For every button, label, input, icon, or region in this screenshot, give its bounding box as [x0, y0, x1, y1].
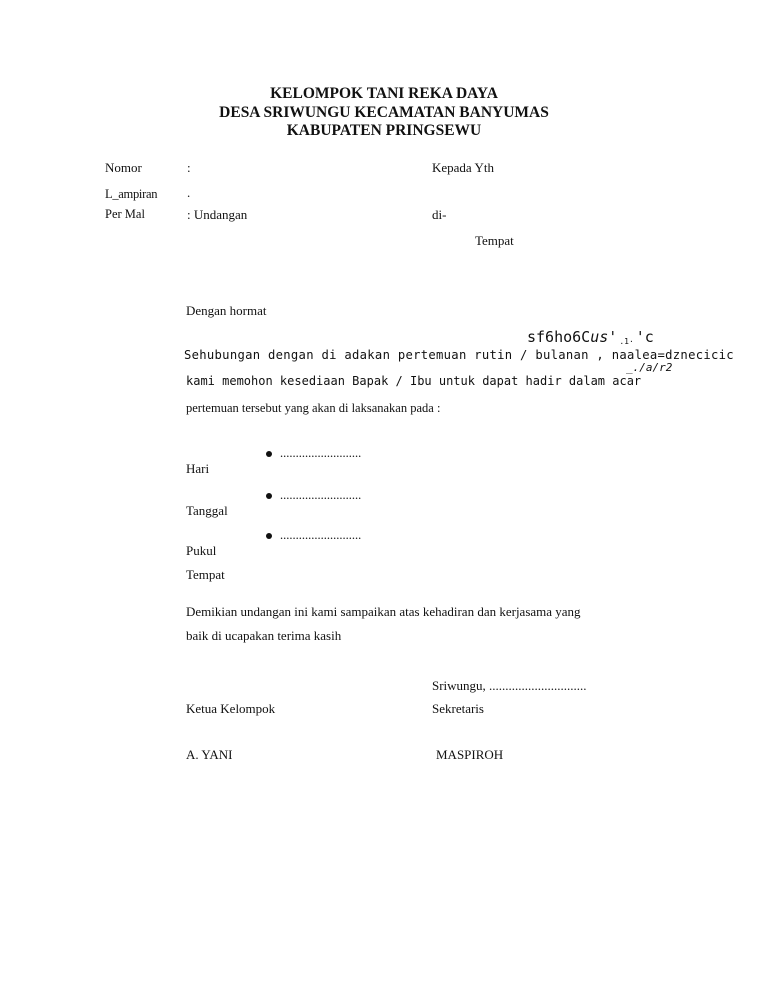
tempat-label: Tempat: [186, 567, 225, 582]
pukul-label: Pukul: [186, 543, 217, 558]
scribble-top-small: .1·: [619, 337, 634, 346]
place-date: Sriwungu, ..............................: [432, 678, 587, 693]
recipient-line-2: di-: [432, 207, 447, 222]
lampiran-value: .: [187, 185, 191, 200]
closing-line-2: baik di ucapakan terima kasih: [186, 628, 342, 643]
nomor-label: Nomor: [105, 160, 142, 175]
bullet-icon: [266, 533, 272, 539]
paragraph-1-line-2: kami memohon kesediaan Bapak / Ibu untuk dapat hadir dalam acar: [186, 374, 642, 388]
paragraph-1-line-1: Sehubungan dengan di adakan pertemuan rutin / bulanan , naalea=dznecicic: [184, 348, 734, 362]
handwritten-scribble-bottom: _./a/r2: [626, 361, 673, 374]
hari-label: Hari: [186, 461, 210, 476]
handwritten-scribble-top: [527, 328, 654, 346]
letterhead-line-1: KELOMPOK TANI REKA DAYA: [270, 85, 498, 102]
perihal-value: : Undangan: [187, 207, 248, 222]
bullet-icon: [266, 493, 272, 499]
signature-left-name: A. YANI: [186, 747, 233, 762]
tanggal-value: ..........................: [280, 488, 362, 502]
nomor-value: :: [187, 160, 191, 175]
letterhead-line-2: DESA SRIWUNGU KECAMATAN BANYUMAS: [219, 104, 549, 121]
paragraph-1-line-3: pertemuan tersebut yang akan di laksanakan pada :: [186, 401, 441, 415]
recipient-line-3: Tempat: [475, 233, 514, 248]
lampiran-label: L_ampiran: [105, 187, 158, 201]
hari-value: ..........................: [280, 446, 362, 460]
scribble-top-text: sf6ho6C: [527, 328, 591, 346]
tanggal-label: Tanggal: [186, 503, 228, 518]
closing-line-1: Demikian undangan ini kami sampaikan atas kehadiran dan kerjasama yang: [186, 604, 581, 619]
bullet-icon: [266, 451, 272, 457]
pukul-value: ..........................: [280, 528, 362, 542]
salutation: Dengan hormat: [186, 303, 267, 318]
perihal-label: Per Mal: [105, 207, 145, 221]
signature-right-title: Sekretaris: [432, 701, 484, 716]
signature-left-title: Ketua Kelompok: [186, 701, 276, 716]
letterhead-line-3: KABUPATEN PRINGSEWU: [286, 122, 482, 139]
scribble-top-tail: 'c: [635, 328, 654, 346]
scribble-top-italic: us': [590, 328, 618, 346]
recipient-line-1: Kepada Yth: [432, 160, 494, 175]
signature-right-name: MASPIROH: [436, 747, 504, 762]
